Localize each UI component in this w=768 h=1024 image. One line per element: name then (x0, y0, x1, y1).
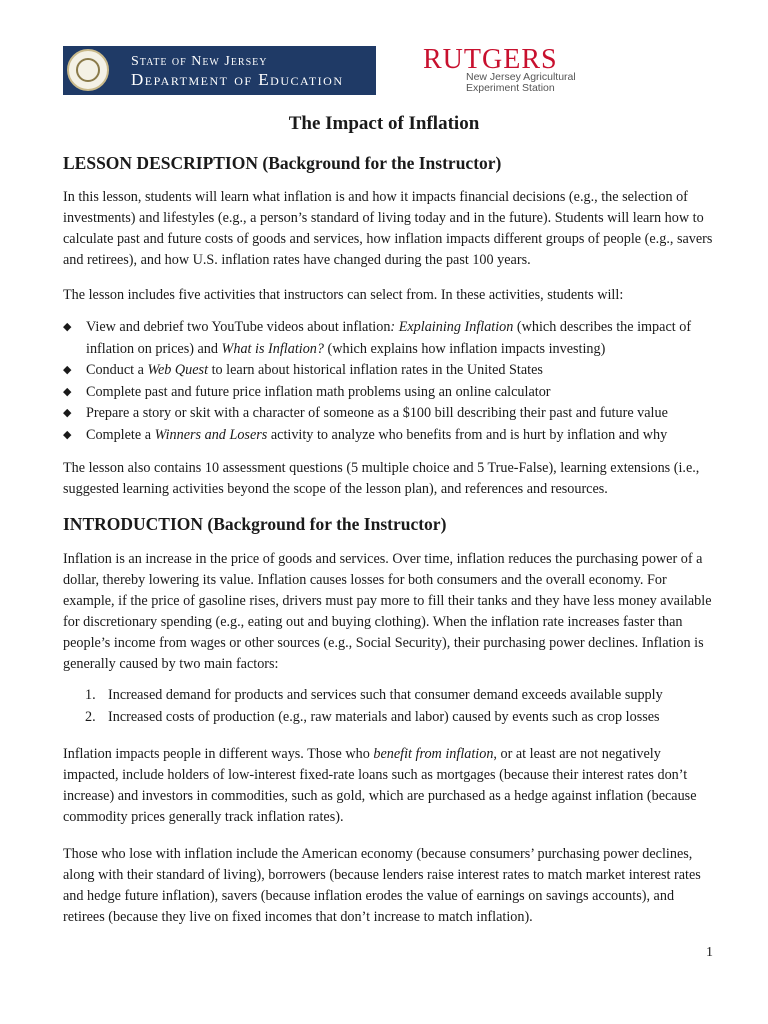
intro-paragraph-2: Inflation impacts people in different ways. Those who benefit from inflation, or at least are not negatively impacted, include holders of low-interest fixed-rate loans such as mortgages (because their interest rates don’t increase) and investors in commodities, such as gold, which are purchased as a hedge against inflation (because commodity prices generally track inflation rates). (63, 746, 697, 825)
lesson-description-heading: LESSON DESCRIPTION (Background for the Instructor) (63, 153, 502, 173)
list-item: 1. Increased demand for products and services such that consumer demand exceeds available supply (85, 687, 663, 703)
page-title: The Impact of Inflation (288, 113, 480, 134)
list-item: ◆ Complete a Winners and Losers activity to analyze who benefits from and is hurt by inflation and why (63, 426, 668, 443)
list-item: ◆ View and debrief two YouTube videos about inflation: Explaining Inflation (which describes the impact of inflation on prices) and What is Inflation? (which explains how inflation impacts investing) (63, 319, 692, 357)
lesson-paragraph-3: The lesson also contains 10 assessment questions (5 multiple choice and 5 True-False), learning extensions (i.e., suggested learning activities beyond the scope of the lesson plan), and references and resources. (63, 460, 700, 497)
nj-logo-line2: Department of Education (131, 70, 344, 89)
rutgers-logo: RUTGERS (423, 44, 558, 75)
lesson-paragraph-2: The lesson includes five activities that instructors can select from. In these activities, students will: (63, 287, 624, 303)
list-item: ◆ Prepare a story or skit with a character of someone as a $100 bill describing their past and future value (63, 405, 668, 421)
page-number: 1 (706, 945, 713, 960)
list-item: ◆ Complete past and future price inflation math problems using an online calculator (63, 383, 551, 400)
list-item: ◆ Conduct a Web Quest to learn about historical inflation rates in the United States (63, 362, 543, 378)
state-seal-icon (67, 49, 109, 91)
nj-logo-line1: State of New Jersey (131, 54, 268, 69)
activity-list (63, 317, 723, 446)
rutgers-logo-subtitle: New Jersey Agricultural Experiment Station (466, 71, 576, 94)
introduction-heading: INTRODUCTION (Background for the Instructor) (63, 514, 447, 534)
inflation-causes-list (63, 685, 733, 728)
lesson-paragraph-1: In this lesson, students will learn what inflation is and how it impacts financial decisions (e.g., the selection of investments) and lifestyles (e.g., a person’s standard of living today and in the future). Students will learn how to calculate past and future costs of goods and services, how inflation impacts different groups of people (e.g., savers and retirees), and how U.S. inflation rates have changed during the past 100 years. (63, 189, 713, 268)
nj-doe-logo (63, 46, 376, 95)
list-item: 2. Increased costs of production (e.g., raw materials and labor) caused by events such as crop losses (85, 708, 660, 725)
intro-paragraph-3: Those who lose with inflation include the American economy (because consumers’ purchasing power declines, along with their standard of living), borrowers (because lenders raise interest rates to match market interest rates and hedge future inflation), savers (because inflation erodes the value of earnings on savings accounts), and retirees (because they live on fixed incomes that don’t increase to match inflation). (63, 846, 701, 925)
intro-paragraph-1: Inflation is an increase in the price of goods and services. Over time, inflation reduces the purchasing power of a dollar, thereby lowering its value. Inflation causes losses for both consumers and the overall economy. For example, if the price of gasoline rises, drivers must pay more to fill their tanks and they have less money available for discretionary spending (e.g., eating out and buying clothing). When the inflation rate increases faster than people’s income from wages or other sources (e.g., Social Security), their purchasing power declines. Inflation is generally caused by two main factors: (63, 551, 712, 672)
